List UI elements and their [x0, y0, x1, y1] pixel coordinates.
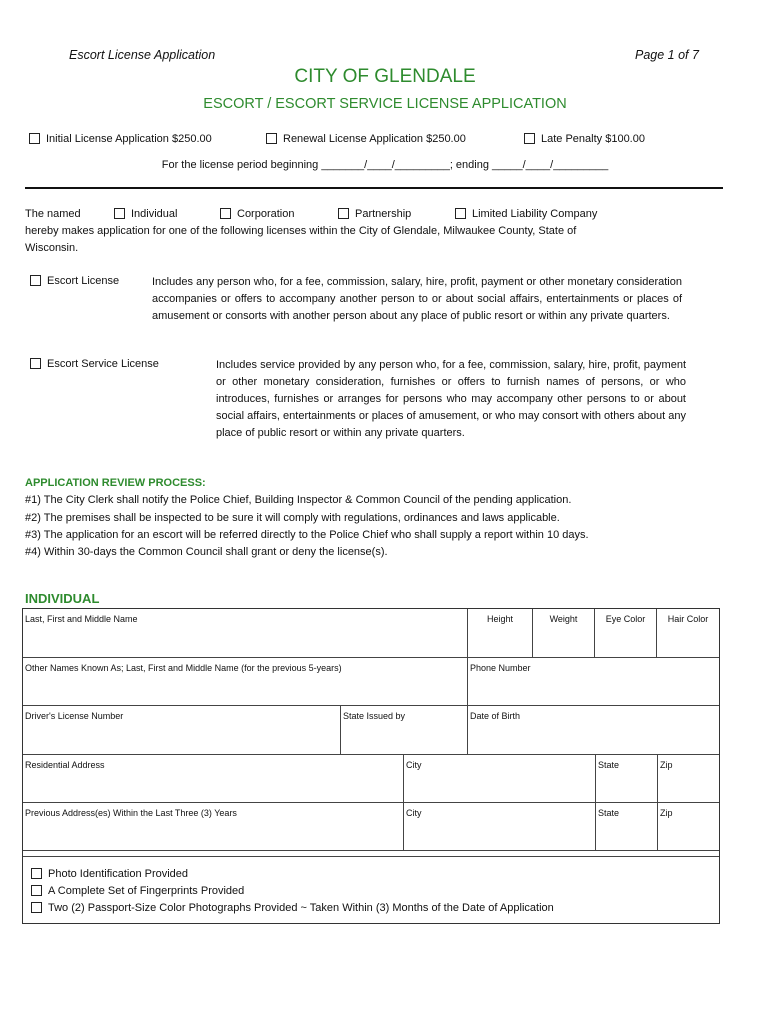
checkbox[interactable] [31, 902, 42, 913]
escort-license-option[interactable] [30, 275, 119, 287]
checkbox[interactable] [30, 358, 41, 369]
applicant-type-corporation[interactable] [220, 208, 294, 220]
review-step: #4) Within 30-days the Common Council shall grant or deny the license(s). [25, 546, 388, 558]
eye-color-field[interactable]: Eye Color [595, 609, 657, 658]
checklist-label: A Complete Set of Fingerprints Provided [48, 885, 245, 897]
checklist-item-photo-id[interactable] [31, 868, 188, 880]
option-label: Corporation [237, 208, 295, 220]
checkbox[interactable] [338, 208, 349, 219]
checkbox[interactable] [30, 275, 41, 286]
renewal-application-option[interactable] [266, 133, 466, 145]
applicant-statement-line1: hereby makes application for one of the following licenses within the City of Glendale, Milwaukee County, State of [25, 225, 577, 237]
city-field[interactable]: City [404, 755, 596, 803]
individual-heading: INDIVIDUAL [25, 591, 100, 606]
checklist-label: Photo Identification Provided [48, 868, 189, 880]
checkbox[interactable] [31, 885, 42, 896]
name-field[interactable]: Last, First and Middle Name [23, 609, 468, 658]
review-step: #1) The City Clerk shall notify the Police Chief, Building Inspector & Common Council of the pending application. [25, 494, 572, 506]
weight-field[interactable]: Weight [533, 609, 595, 658]
review-step: #3) The application for an escort will be referred directly to the Police Chief who shall supply a report within 10 days. [25, 529, 589, 541]
document-name: Escort License Application [69, 48, 216, 62]
initial-application-option[interactable] [29, 133, 212, 145]
applicant-type-llc[interactable] [455, 208, 597, 220]
applicant-lead: The named [25, 208, 81, 220]
escort-service-license-description: Includes service provided by any person who, for a fee, commission, salary, hire, profit, payment or other monetary consideration, furnishes or offers to furnish names of persons, or who introduces, furnishes or arranges for persons who may accompany other persons to or about social affairs, entertainments or places of amusement, or who may consort with others about any place of public resort or within any private quarters. [216, 359, 686, 439]
applicant-type-individual[interactable] [114, 208, 177, 220]
applicant-statement-line2: Wisconsin. [25, 242, 79, 254]
option-label: Escort License [47, 275, 120, 287]
option-label: Renewal License Application $250.00 [283, 133, 466, 145]
drivers-license-field[interactable]: Driver's License Number [23, 706, 341, 755]
page-subtitle: ESCORT / ESCORT SERVICE LICENSE APPLICATION [203, 96, 567, 112]
residential-address-field[interactable]: Residential Address [23, 755, 404, 803]
checkbox[interactable] [455, 208, 466, 219]
divider [23, 856, 719, 857]
checklist-item-fingerprints[interactable] [31, 885, 244, 897]
phone-field[interactable]: Phone Number [468, 658, 719, 706]
height-field[interactable]: Height [468, 609, 533, 658]
option-label: Limited Liability Company [472, 208, 598, 220]
checkbox[interactable] [220, 208, 231, 219]
previous-city-field[interactable]: City [404, 803, 596, 851]
option-label: Initial License Application $250.00 [46, 133, 212, 145]
escort-license-description: Includes any person who, for a fee, commission, salary, hire, profit, payment or other monetary consideration accompanies or offers to accompany another person to or about social affairs, entertainments or places of amusement or consorts with another person about any place of public resort or within any private quarters. [152, 276, 682, 322]
checkbox[interactable] [31, 868, 42, 879]
late-penalty-option[interactable] [524, 133, 645, 145]
previous-state-field[interactable]: State [596, 803, 658, 851]
individual-form-table [22, 608, 720, 924]
option-label: Escort Service License [47, 358, 159, 370]
option-label: Partnership [355, 208, 412, 220]
checklist-label: Two (2) Passport-Size Color Photographs Provided ~ Taken Within (3) Months of the Date of Application [48, 902, 554, 914]
state-issued-field[interactable]: State Issued by [341, 706, 468, 755]
escort-service-license-option[interactable] [30, 358, 159, 370]
previous-address-field[interactable]: Previous Address(es) Within the Last Three (3) Years [23, 803, 404, 851]
divider [25, 187, 723, 189]
option-label: Individual [131, 208, 178, 220]
checkbox[interactable] [114, 208, 125, 219]
other-names-field[interactable]: Other Names Known As; Last, First and Middle Name (for the previous 5-years) [23, 658, 468, 706]
applicant-type-partnership[interactable] [338, 208, 411, 220]
option-label: Late Penalty $100.00 [541, 133, 645, 145]
page-title: CITY OF GLENDALE [294, 66, 476, 87]
checkbox[interactable] [266, 133, 277, 144]
license-period: For the license period beginning _______/____/_________; ending _____/____/_________ [161, 159, 609, 171]
date-of-birth-field[interactable]: Date of Birth [468, 706, 719, 755]
checklist-item-photographs[interactable] [31, 902, 554, 914]
review-heading: APPLICATION REVIEW PROCESS: [25, 477, 206, 489]
review-step: #2) The premises shall be inspected to be sure it will comply with regulations, ordinances and laws applicable. [25, 512, 560, 524]
previous-zip-field[interactable]: Zip [658, 803, 719, 851]
checkbox[interactable] [29, 133, 40, 144]
page-number: Page 1 of 7 [635, 48, 699, 62]
state-field[interactable]: State [596, 755, 658, 803]
zip-field[interactable]: Zip [658, 755, 719, 803]
checkbox[interactable] [524, 133, 535, 144]
hair-color-field[interactable]: Hair Color [657, 609, 719, 658]
